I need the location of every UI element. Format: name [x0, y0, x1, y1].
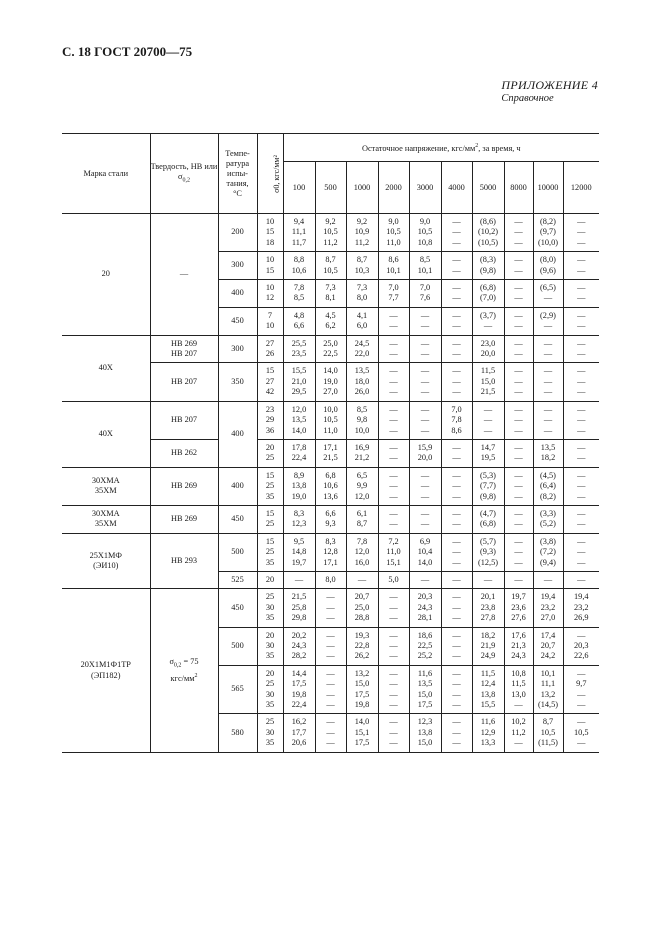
steel-grade: 25Х1МФ (ЭИ10) [62, 533, 150, 589]
residual-value-100: 21,5 25,8 29,8 [283, 589, 315, 627]
residual-value-3000: — — [409, 335, 441, 363]
residual-value-4000: — — — [441, 533, 472, 571]
residual-value-500: 4,5 6,2 [315, 307, 346, 335]
test-temperature: 200 [218, 214, 257, 252]
residual-value-1000: 20,7 25,0 28,8 [346, 589, 378, 627]
residual-value-5000: — [472, 571, 504, 588]
hardness-value: НВ 269 НВ 207 [150, 335, 218, 363]
residual-value-12000: — — — [563, 363, 599, 401]
residual-value-10000: 10,1 11,1 13,2 (14,5) [533, 665, 563, 714]
test-temperature: 450 [218, 307, 257, 335]
residual-value-5000: — — — [472, 401, 504, 439]
residual-value-100: 8,9 13,8 19,0 [283, 467, 315, 505]
residual-value-1000: 16,9 21,2 [346, 439, 378, 467]
hardness-value: НВ 269 [150, 505, 218, 533]
hardness-value: НВ 262 [150, 439, 218, 467]
residual-value-8000: — — — [504, 533, 533, 571]
residual-value-2000: — — [378, 439, 409, 467]
test-temperature: 565 [218, 665, 257, 714]
residual-value-2000: — — [378, 307, 409, 335]
residual-value-3000: 6,9 10,4 14,0 [409, 533, 441, 571]
residual-value-500: 6,8 10,6 13,6 [315, 467, 346, 505]
residual-value-1000: 8,7 10,3 [346, 252, 378, 280]
residual-value-4000: — [441, 571, 472, 588]
residual-value-10000: (8,0) (9,6) [533, 252, 563, 280]
residual-value-12000: — — — [563, 467, 599, 505]
residual-value-3000: — — — [409, 401, 441, 439]
residual-value-100: 20,2 24,3 28,2 [283, 627, 315, 665]
residual-value-10000: — — — [533, 363, 563, 401]
residual-value-2000: — — — [378, 467, 409, 505]
header-hardness: Твердость, НВ или $\sigma_{0,2}$ [150, 134, 218, 214]
residual-value-12000: — 10,5 — [563, 714, 599, 752]
residual-value-12000: — 20,3 22,6 [563, 627, 599, 665]
residual-value-100: 12,0 13,5 14,0 [283, 401, 315, 439]
residual-value-8000: 10,8 11,5 13,0 — [504, 665, 533, 714]
residual-value-8000: — — [504, 252, 533, 280]
steel-grade: 20 [62, 214, 150, 336]
test-temperature: 450 [218, 505, 257, 533]
residual-value-10000: (3,3) (5,2) [533, 505, 563, 533]
residual-value-5000: 11,5 15,0 21,5 [472, 363, 504, 401]
residual-value-5000: (8,6) (10,2) (10,5) [472, 214, 504, 252]
residual-value-2000: — — — — [378, 665, 409, 714]
initial-stress v: 20 25 30 35 [257, 665, 283, 714]
residual-value-500: 17,1 21,5 [315, 439, 346, 467]
residual-value-2000: 7,0 7,7 [378, 280, 409, 308]
residual-value-2000: 5,0 [378, 571, 409, 588]
residual-value-8000: — — [504, 505, 533, 533]
residual-value-10000: — — — [533, 401, 563, 439]
residual-value-100: 9,4 11,1 11,7 [283, 214, 315, 252]
residual-value-10000: (2,9) — [533, 307, 563, 335]
initial-stress v: 15 25 35 [257, 467, 283, 505]
residual-value-12000: — [563, 571, 599, 588]
header-time-8000: 8000 [504, 162, 533, 214]
residual-value-3000: — [409, 571, 441, 588]
residual-value-2000: — — — [378, 363, 409, 401]
header-sigma0-text: σ0, кгс/мм² [271, 154, 281, 193]
hardness-value: НВ 207 [150, 363, 218, 401]
steel-grade: 30ХМА 35ХМ [62, 467, 150, 505]
residual-value-10000: 19,4 23,2 27,0 [533, 589, 563, 627]
steel-grade: 40Х [62, 401, 150, 467]
residual-value-500: 6,6 9,3 [315, 505, 346, 533]
residual-value-10000: 8,7 10,5 (11,5) [533, 714, 563, 752]
initial-stress v: 15 27 42 [257, 363, 283, 401]
residual-value-100: 16,2 17,7 20,6 [283, 714, 315, 752]
header-temperature: Темпе- ратура испы- тания, °С [218, 134, 257, 214]
residual-value-10000: (6,5) — [533, 280, 563, 308]
residual-value-5000: 14,7 19,5 [472, 439, 504, 467]
residual-value-500: 8,0 [315, 571, 346, 588]
residual-value-10000: 13,5 18,2 [533, 439, 563, 467]
residual-value-5000: (3,7) — [472, 307, 504, 335]
residual-value-1000: 19,3 22,8 26,2 [346, 627, 378, 665]
initial-stress v: 27 26 [257, 335, 283, 363]
initial-stress v: 10 15 18 [257, 214, 283, 252]
residual-value-4000: — — [441, 252, 472, 280]
residual-value-100: 7,8 8,5 [283, 280, 315, 308]
initial-stress v: 15 25 [257, 505, 283, 533]
initial-stress v: 10 12 [257, 280, 283, 308]
table-row [62, 505, 599, 533]
residual-value-500: — — — [315, 589, 346, 627]
residual-value-100: 9,5 14,8 19,7 [283, 533, 315, 571]
residual-value-3000: 15,9 20,0 [409, 439, 441, 467]
steel-grade: 30ХМА 35ХМ [62, 505, 150, 533]
residual-value-5000: (5,3) (7,7) (9,8) [472, 467, 504, 505]
residual-value-12000: — — [563, 439, 599, 467]
test-temperature: 450 [218, 589, 257, 627]
header-residual-stress: Остаточное напряжение, кгс/$мм^2$, за время, ч [283, 134, 599, 162]
residual-value-5000: 20,1 23,8 27,8 [472, 589, 504, 627]
header-sigma0 [257, 134, 283, 214]
residual-value-1000: 4,1 6,0 [346, 307, 378, 335]
residual-value-100: 25,5 23,5 [283, 335, 315, 363]
test-temperature: 400 [218, 280, 257, 308]
residual-value-1000: — [346, 571, 378, 588]
residual-value-500: — — — [315, 714, 346, 752]
residual-value-3000: 8,5 10,1 [409, 252, 441, 280]
residual-value-4000: — — — [441, 589, 472, 627]
residual-value-5000: 11,5 12,4 13,8 15,5 [472, 665, 504, 714]
initial-stress v: 20 [257, 571, 283, 588]
header-time-1000: 1000 [346, 162, 378, 214]
test-temperature: 525 [218, 571, 257, 588]
residual-value-5000: 11,6 12,9 13,3 [472, 714, 504, 752]
residual-value-100: 14,4 17,5 19,8 22,4 [283, 665, 315, 714]
hardness-value: НВ 293 [150, 533, 218, 589]
residual-value-8000: — — [504, 307, 533, 335]
residual-value-4000: — — [441, 307, 472, 335]
residual-value-1000: 7,3 8,0 [346, 280, 378, 308]
residual-value-4000: — — [441, 439, 472, 467]
residual-value-10000: 17,4 20,7 24,2 [533, 627, 563, 665]
hardness-value: НВ 269 [150, 467, 218, 505]
residual-value-5000: (6,8) (7,0) [472, 280, 504, 308]
residual-value-8000: — — — [504, 363, 533, 401]
initial-stress v: 10 15 [257, 252, 283, 280]
residual-value-100: 17,8 22,4 [283, 439, 315, 467]
residual-value-5000: 23,0 20,0 [472, 335, 504, 363]
residual-value-500: — — — [315, 627, 346, 665]
residual-value-500: 8,7 10,5 [315, 252, 346, 280]
residual-value-3000: — — — [409, 363, 441, 401]
residual-value-8000: — [504, 571, 533, 588]
residual-value-1000: 24,5 22,0 [346, 335, 378, 363]
residual-value-1000: 8,5 9,8 10,0 [346, 401, 378, 439]
test-temperature: 350 [218, 363, 257, 401]
residual-value-12000: — — [563, 252, 599, 280]
initial-stress v: 23 29 36 [257, 401, 283, 439]
residual-value-2000: 8,6 10,1 [378, 252, 409, 280]
initial-stress v: 25 30 35 [257, 589, 283, 627]
residual-value-12000: — — [563, 335, 599, 363]
residual-value-3000: 9,0 10,5 10,8 [409, 214, 441, 252]
residual-value-4000: — — — [441, 714, 472, 752]
residual-value-12000: — — [563, 505, 599, 533]
residual-value-5000: (8,3) (9,8) [472, 252, 504, 280]
residual-value-2000: 7,2 11,0 15,1 [378, 533, 409, 571]
residual-value-12000: — 9,7 — — [563, 665, 599, 714]
header-time-100: 100 [283, 162, 315, 214]
steel-grade: 20Х1М1Ф1ТР (ЭП182) [62, 589, 150, 752]
residual-value-4000: — — — — [441, 665, 472, 714]
test-temperature: 300 [218, 252, 257, 280]
residual-value-3000: 7,0 7,6 [409, 280, 441, 308]
residual-value-4000: — — [441, 505, 472, 533]
residual-value-1000: 6,1 8,7 [346, 505, 378, 533]
residual-value-3000: 18,6 22,5 25,2 [409, 627, 441, 665]
initial-stress v: 20 25 [257, 439, 283, 467]
residual-value-12000: 19,4 23,2 26,9 [563, 589, 599, 627]
residual-value-4000: — — — [441, 467, 472, 505]
residual-value-500: 14,0 19,0 27,0 [315, 363, 346, 401]
residual-value-500: 25,0 22,5 [315, 335, 346, 363]
residual-value-1000: 6,5 9,9 12,0 [346, 467, 378, 505]
table-row [62, 589, 599, 627]
initial-stress v: 7 10 [257, 307, 283, 335]
residual-value-3000: — — [409, 505, 441, 533]
hardness-value: $\sigma_{0,2} = 75$ кгс/$мм^2$ [150, 589, 218, 752]
table-row [62, 401, 599, 439]
residual-value-1000: 13,2 15,0 17,5 19,8 [346, 665, 378, 714]
residual-value-10000: (4,5) (6,4) (8,2) [533, 467, 563, 505]
steel-grade: 40Х [62, 335, 150, 401]
residual-value-5000: (4,7) (6,8) [472, 505, 504, 533]
residual-value-8000: 19,7 23,6 27,6 [504, 589, 533, 627]
test-temperature: 580 [218, 714, 257, 752]
residual-value-1000: 13,5 18,0 26,0 [346, 363, 378, 401]
residual-value-4000: — — [441, 335, 472, 363]
residual-value-10000: (8,2) (9,7) (10,0) [533, 214, 563, 252]
residual-value-2000: 9,0 10,5 11,0 [378, 214, 409, 252]
test-temperature: 500 [218, 627, 257, 665]
residual-value-4000: 7,0 7,8 8,6 [441, 401, 472, 439]
header-time-500: 500 [315, 162, 346, 214]
table-row [62, 214, 599, 252]
residual-value-4000: — — — [441, 214, 472, 252]
initial-stress v: 20 30 35 [257, 627, 283, 665]
residual-value-100: 4,8 6,6 [283, 307, 315, 335]
residual-value-500: 9,2 10,5 11,2 [315, 214, 346, 252]
residual-value-12000: — — — [563, 214, 599, 252]
hardness-value: — [150, 214, 218, 336]
residual-value-100: 8,8 10,6 [283, 252, 315, 280]
residual-value-2000: — — — [378, 401, 409, 439]
residual-value-8000: — — [504, 280, 533, 308]
appendix-label [501, 78, 598, 104]
header-grade: Марка стали [62, 134, 150, 214]
header-time-5000: 5000 [472, 162, 504, 214]
header-time-12000: 12000 [563, 162, 599, 214]
test-temperature: 400 [218, 401, 257, 467]
residual-value-8000: — — — [504, 214, 533, 252]
residual-value-2000: — — — [378, 589, 409, 627]
residual-value-2000: — — — [378, 627, 409, 665]
residual-value-4000: — — — [441, 627, 472, 665]
residual-value-3000: 12,3 13,8 15,0 [409, 714, 441, 752]
residual-value-2000: — — — [378, 714, 409, 752]
residual-value-3000: 11,6 13,5 15,0 17,5 [409, 665, 441, 714]
residual-value-8000: — — [504, 335, 533, 363]
appendix-title: ПРИЛОЖЕНИЕ 4 [501, 78, 598, 92]
header-time-4000: 4000 [441, 162, 472, 214]
hardness-value: НВ 207 [150, 401, 218, 439]
residual-value-5000: (5,7) (9,3) (12,5) [472, 533, 504, 571]
residual-value-12000: — — [563, 280, 599, 308]
residual-value-3000: 20,3 24,3 28,1 [409, 589, 441, 627]
residual-value-4000: — — — [441, 363, 472, 401]
initial-stress v: 25 30 35 [257, 714, 283, 752]
residual-value-1000: 9,2 10,9 11,2 [346, 214, 378, 252]
residual-value-8000: — — — [504, 467, 533, 505]
test-temperature: 400 [218, 467, 257, 505]
page-header: С. 18 ГОСТ 20700—75 [62, 44, 193, 59]
residual-value-2000: — — [378, 505, 409, 533]
residual-value-10000: — [533, 571, 563, 588]
residual-value-3000: — — [409, 307, 441, 335]
residual-value-10000: (3,8) (7,2) (9,4) [533, 533, 563, 571]
residual-value-12000: — — — [563, 401, 599, 439]
residual-value-1000: 7,8 12,0 16,0 [346, 533, 378, 571]
residual-value-12000: — — — [563, 533, 599, 571]
test-temperature: 500 [218, 533, 257, 571]
residual-value-10000: — — [533, 335, 563, 363]
residual-value-100: 15,5 21,0 29,5 [283, 363, 315, 401]
stress-relaxation-table [62, 133, 599, 753]
residual-value-8000: 10,2 11,2 — [504, 714, 533, 752]
table-row [62, 467, 599, 505]
appendix-subtitle: Справочное [501, 93, 554, 104]
residual-value-500: — — — — [315, 665, 346, 714]
residual-value-4000: — — [441, 280, 472, 308]
table-row [62, 335, 599, 363]
test-temperature: 300 [218, 335, 257, 363]
initial-stress v: 15 25 35 [257, 533, 283, 571]
residual-value-1000: 14,0 15,1 17,5 [346, 714, 378, 752]
residual-value-5000: 18,2 21,9 24,9 [472, 627, 504, 665]
residual-value-8000: — — — [504, 401, 533, 439]
residual-value-100: — [283, 571, 315, 588]
residual-value-3000: — — — [409, 467, 441, 505]
residual-value-500: 7,3 8,1 [315, 280, 346, 308]
residual-value-12000: — — [563, 307, 599, 335]
residual-value-8000: 17,6 21,3 24,3 [504, 627, 533, 665]
residual-value-500: 8,3 12,8 17,1 [315, 533, 346, 571]
header-time-3000: 3000 [409, 162, 441, 214]
header-time-10000: 10000 [533, 162, 563, 214]
header-time-2000: 2000 [378, 162, 409, 214]
residual-value-500: 10,0 10,5 11,0 [315, 401, 346, 439]
residual-value-8000: — — [504, 439, 533, 467]
table-row [62, 533, 599, 571]
residual-value-100: 8,3 12,3 [283, 505, 315, 533]
residual-value-2000: — — [378, 335, 409, 363]
